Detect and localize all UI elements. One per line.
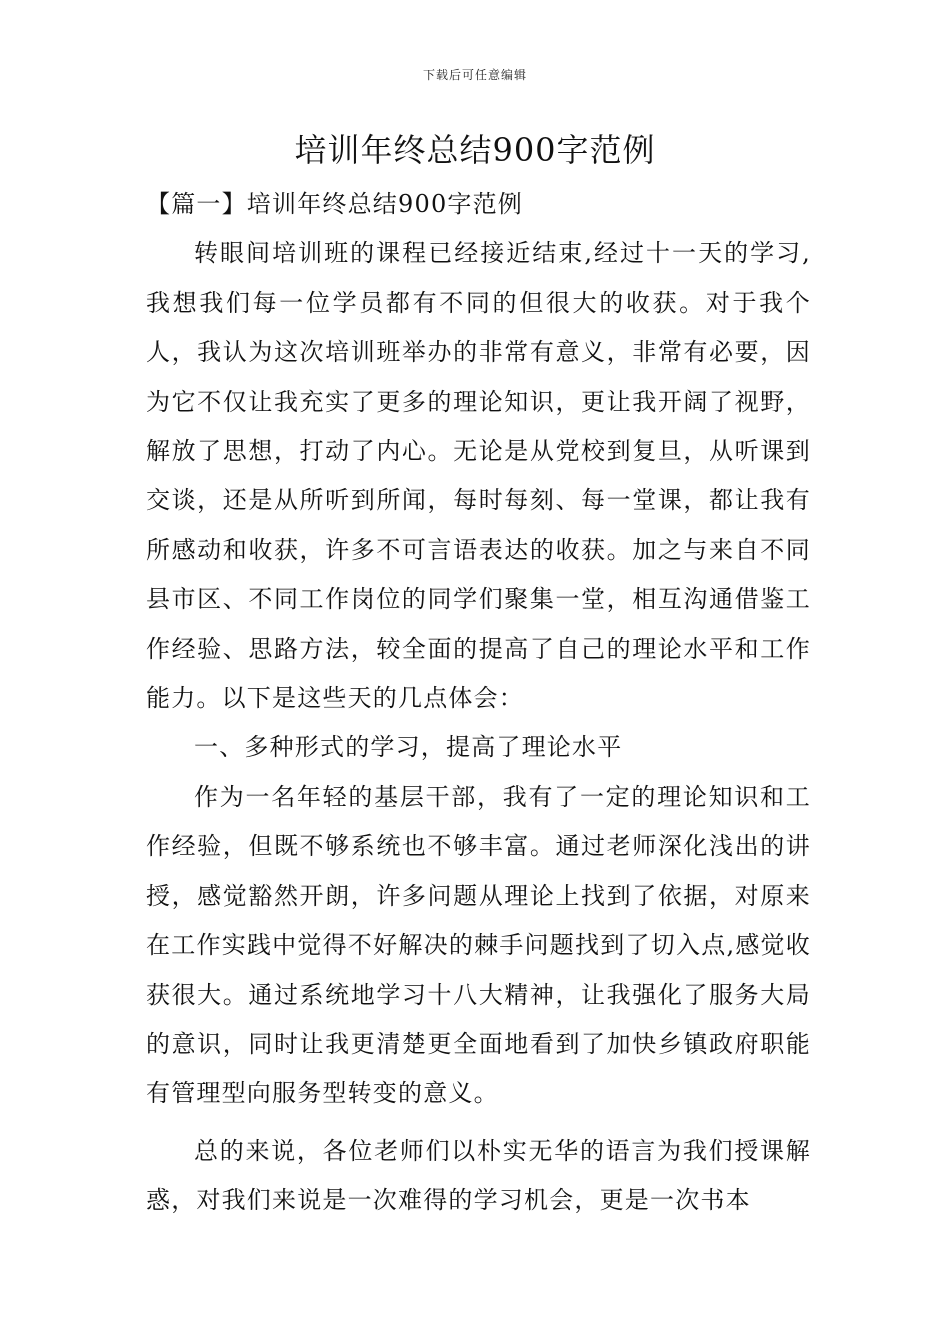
page-header-note: 下载后可任意编辑 [422,68,527,82]
section-label: 【篇一】培训年终总结900字范例 [146,190,524,218]
paragraph-3: 总的来说，各位老师们以朴实无华的语言为我们授课解惑，对我们来说是一次难得的学习机会，更是一次书本 [146,1136,811,1215]
document-body [146,180,811,1226]
paragraph-2: 作为一名年轻的基层干部，我有了一定的理论知识和工作经验，但既不够系统也不够丰富。通过老师深化浅出的讲授，感觉豁然开朗，许多问题从理论上找到了依据，对原来在工作实践中觉得不好解决的棘手问题找到了切入点,感觉收获很大。通过系统地学习十八大精神，让我强化了服务大局的意识，同时让我更清楚更全面地看到了加快乡镇政府职能有管理型向服务型转变的意义。 [146,782,811,1108]
page-title: 培训年终总结900字范例 [294,131,656,169]
paragraph-1: 转眼间培训班的课程已经接近结束,经过十一天的学习,我想我们每一位学员都有不同的但很大的收获。对于我个人，我认为这次培训班举办的非常有意义，非常有必要，因为它不仅让我充实了更多的理论知识，更让我开阔了视野，解放了思想，打动了内心。无论是从党校到复旦，从听课到交谈，还是从所听到所闻，每时每刻、每一堂课，都让我有所感动和收获，许多不可言语表达的收获。加之与来自不同县市区、不同工作岗位的同学们聚集一堂，相互沟通借鉴工作经验、思路方法，较全面的提高了自己的理论水平和工作能力。以下是这些天的几点体会： [146,239,811,713]
subheading-1: 一、多种形式的学习，提高了理论水平 [194,733,623,762]
